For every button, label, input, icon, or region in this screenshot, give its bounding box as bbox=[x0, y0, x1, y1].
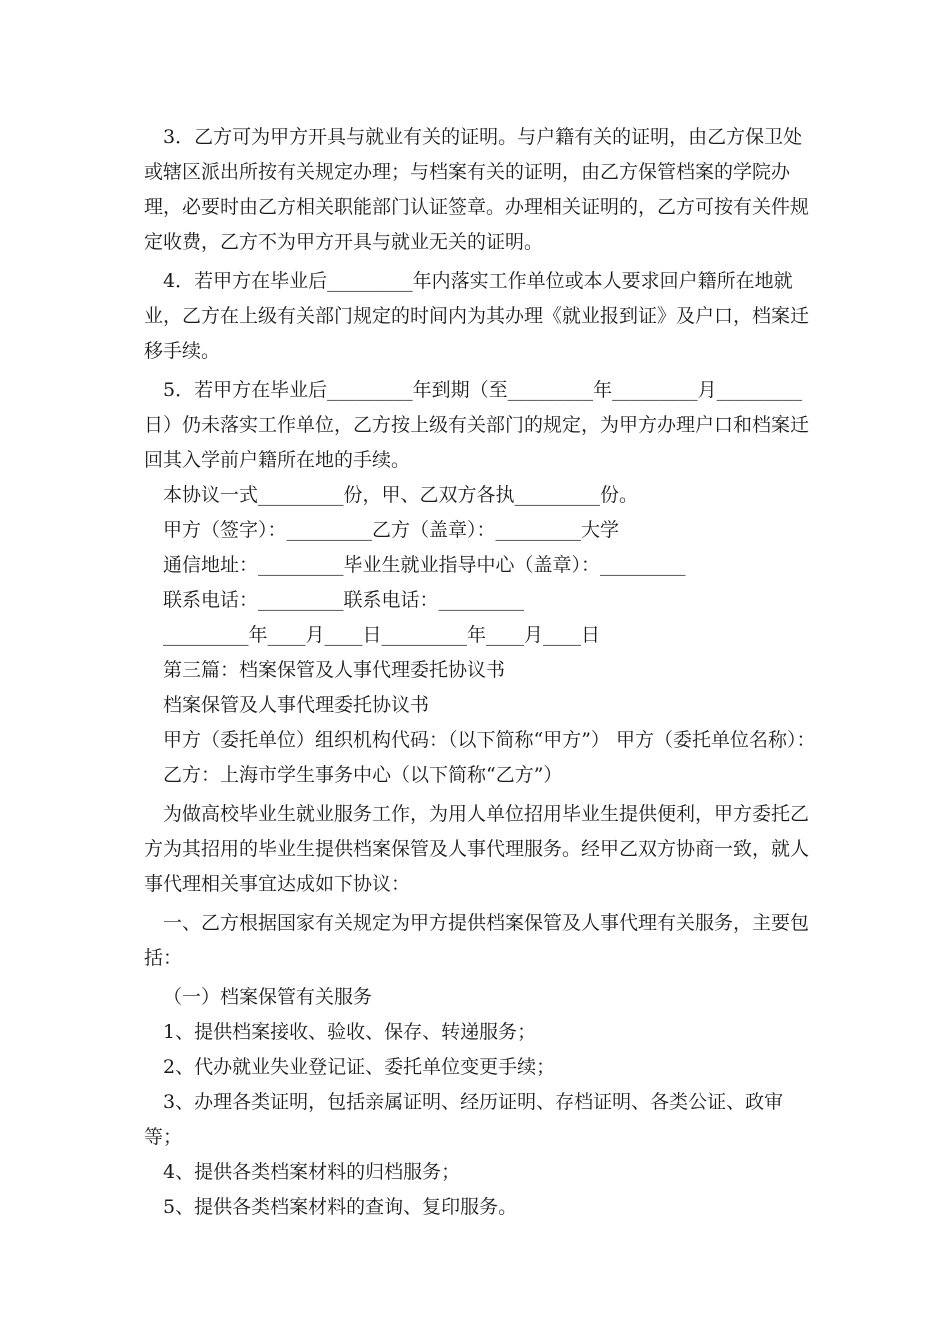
section-heading: 第三篇：档案保管及人事代理委托协议书 bbox=[163, 659, 506, 681]
subsection-heading: （一）档案保管有关服务 bbox=[163, 986, 373, 1008]
article-1: 一、乙方根据国家有关规定为甲方提供档案保管及人事代理有关服务，主要包括： bbox=[144, 912, 810, 969]
preamble-paragraph: 为做高校毕业生就业服务工作，为用人单位招用毕业生提供便利，甲方委托乙方为其招用的毕业生提供档案保管及人事代理服务。经甲乙双方协商一致，就人事代理相关事宜达成如下协议： bbox=[144, 803, 810, 895]
clause-4: 4．若甲方在毕业后_________年内落实工作单位或本人要求回户籍所在地就业，乙方在上级有关部门规定的时间内为其办理《就业报到证》及户口，档案迁移手续。 bbox=[144, 270, 810, 362]
party-a-line: 甲方（委托单位）组织机构代码：（以下简称“甲方”） 甲方（委托单位名称）： bbox=[163, 729, 816, 751]
document-page bbox=[144, 120, 816, 1225]
address-line: 通信地址：_________毕业生就业指导中心（盖章）：_________ bbox=[163, 554, 686, 576]
list-item: 3、办理各类证明，包括亲属证明、经历证明、存档证明、各类公证、政审等； bbox=[144, 1091, 784, 1148]
clause-5: 5．若甲方在毕业后_________年到期（至_________年_________月_________日）仍未落实工作单位，乙方按上级有关部门的规定，为甲方办理户口和档案迁回其入学前户籍所在地的手续。 bbox=[144, 379, 810, 471]
signature-line: 甲方（签字）：_________乙方（盖章）：_________大学 bbox=[163, 519, 620, 541]
agreement-title: 档案保管及人事代理委托协议书 bbox=[163, 694, 430, 716]
list-item: 4、提供各类档案材料的归档服务； bbox=[163, 1161, 461, 1183]
list-item: 5、提供各类档案材料的查询、复印服务。 bbox=[163, 1196, 518, 1218]
date-line: _________年____月____日_________年____月____日 bbox=[163, 624, 601, 646]
copies-line: 本协议一式_________份，甲、乙双方各执_________份。 bbox=[163, 484, 639, 506]
phone-line: 联系电话：_________联系电话：_________ bbox=[163, 589, 525, 611]
party-b-line: 乙方：上海市学生事务中心（以下简称“乙方”） bbox=[163, 764, 563, 786]
list-item: 2、代办就业失业登记证、委托单位变更手续； bbox=[163, 1056, 556, 1078]
clause-3: 3．乙方可为甲方开具与就业有关的证明。与户籍有关的证明，由乙方保卫处或辖区派出所按有关规定办理；与档案有关的证明，由乙方保管档案的学院办理，必要时由乙方相关职能部门认证签章。办理相关证明的，乙方可按有关件规定收费，乙方不为甲方开具与就业无关的证明。 bbox=[144, 126, 810, 253]
list-item: 1、提供档案接收、验收、保存、转递服务； bbox=[163, 1021, 537, 1043]
